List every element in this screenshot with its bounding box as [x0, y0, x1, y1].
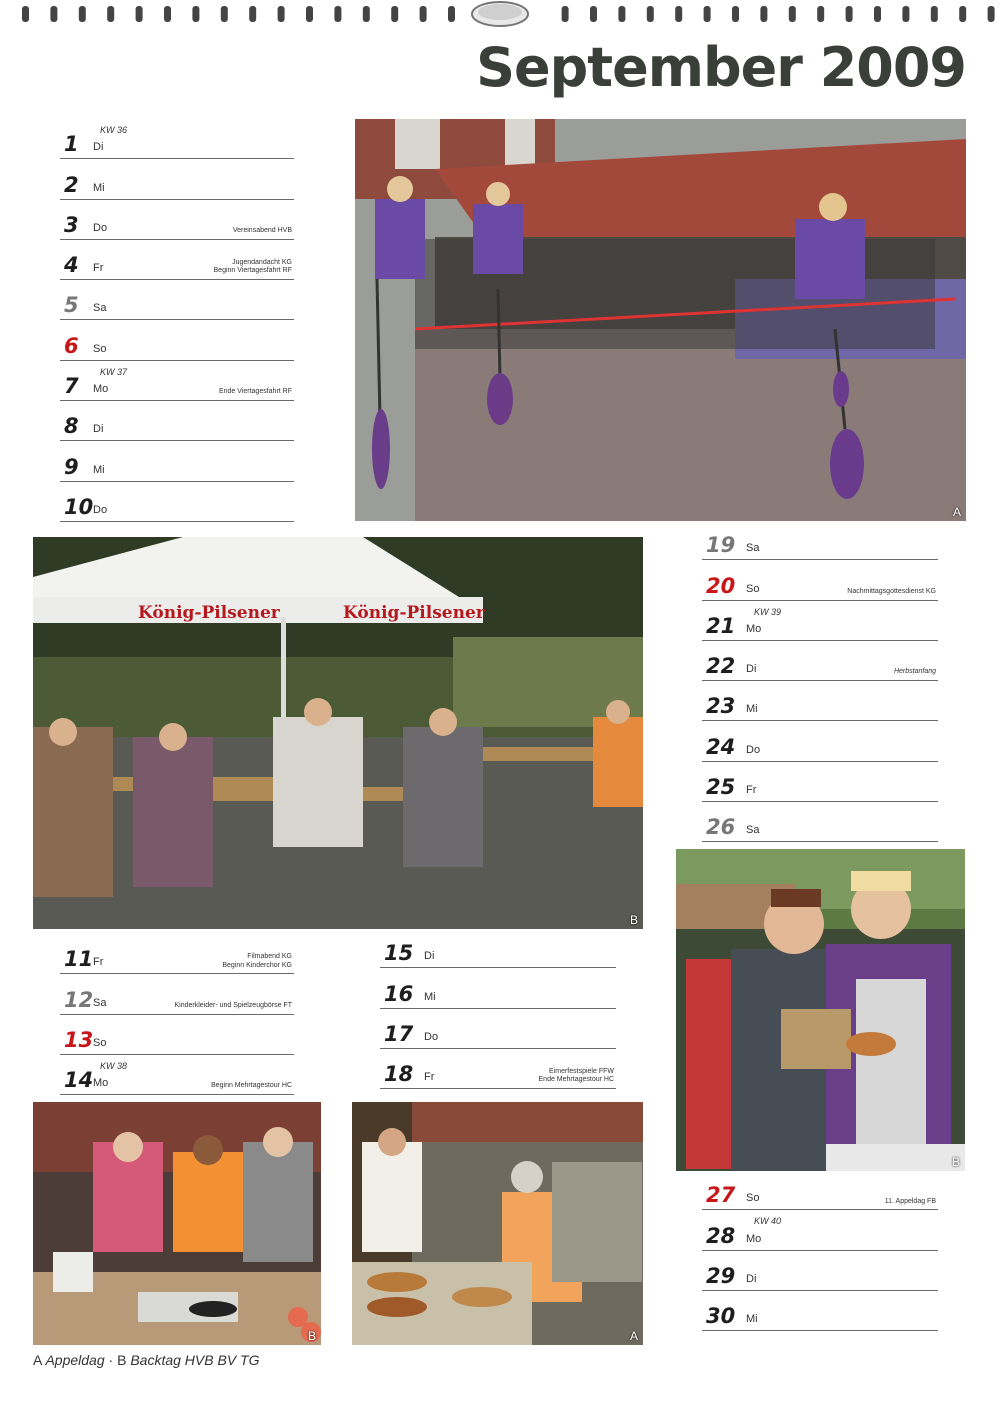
- hanger-hole-inner: [478, 4, 522, 20]
- day-row-14: [60, 1055, 294, 1095]
- day-number: 9: [64, 454, 79, 479]
- photo-unicycle-graphic: [355, 119, 966, 521]
- weekday-abbrev: Sa: [746, 824, 760, 837]
- binding-ring: [817, 6, 824, 22]
- calendar-week-label: KW 38: [100, 1060, 128, 1071]
- day-row-30: [702, 1291, 938, 1331]
- day-number: 12: [64, 987, 94, 1012]
- binding-ring: [107, 6, 114, 22]
- binding-ring: [902, 6, 909, 22]
- weekday-abbrev: So: [93, 1036, 107, 1049]
- day-row-18: [380, 1049, 616, 1089]
- day-row-7: [60, 361, 294, 401]
- caption-separator: ·: [108, 1352, 114, 1368]
- binding-ring: [732, 6, 739, 22]
- binding-ring: [278, 6, 285, 22]
- weekday-abbrev: So: [746, 1192, 760, 1205]
- weekday-abbrev: Do: [424, 1030, 439, 1043]
- day-number: 19: [706, 533, 736, 558]
- photo-caption: [33, 1352, 260, 1368]
- day-number: 6: [64, 333, 79, 358]
- event-text: 11. Appeldag FB: [884, 1197, 936, 1205]
- day-number: 30: [706, 1304, 736, 1329]
- photo-credit-b: B: [629, 913, 638, 927]
- day-row-16: [380, 968, 616, 1008]
- calendar-week-label: KW 39: [754, 606, 782, 617]
- weekday-abbrev: Di: [746, 1272, 757, 1285]
- weekday-abbrev: Mi: [93, 181, 105, 194]
- page-title: September 2009: [476, 36, 966, 99]
- photo-two-women: [676, 849, 965, 1171]
- photo-credit-a-3: B: [951, 1155, 960, 1169]
- day-row-3: [60, 200, 294, 240]
- event-text: Ende Viertagesfahrt RF: [218, 388, 292, 396]
- binding-ring: [789, 6, 796, 22]
- weekday-abbrev: Mo: [746, 622, 762, 635]
- binding-ring: [420, 6, 427, 22]
- day-number: 13: [64, 1027, 94, 1052]
- day-events: [211, 1082, 292, 1091]
- photo-bakery-stand-graphic: [352, 1102, 643, 1345]
- day-number: 29: [706, 1263, 736, 1288]
- binding-ring: [760, 6, 767, 22]
- binding-ring: [618, 6, 625, 22]
- day-events: [885, 1198, 936, 1207]
- day-number: 5: [64, 293, 79, 318]
- weekday-abbrev: Do: [93, 221, 108, 234]
- day-events: [233, 227, 292, 236]
- day-row-20: [702, 560, 938, 600]
- event-text: Kinderkleider- und Spielzeugbörse FT: [174, 1001, 292, 1009]
- day-row-2: [60, 159, 294, 199]
- day-number: 1: [64, 132, 79, 157]
- day-row-23: [702, 681, 938, 721]
- day-number: 20: [706, 573, 736, 598]
- day-number: 10: [64, 494, 94, 519]
- weekday-abbrev: Di: [424, 950, 435, 963]
- binding-ring: [931, 6, 938, 22]
- day-events: [222, 953, 292, 971]
- day-events: [539, 1068, 614, 1086]
- calendar-week-label: KW 37: [100, 366, 128, 377]
- binding-ring: [50, 6, 57, 22]
- weekday-abbrev: Do: [93, 503, 108, 516]
- event-text: Nachmittagsgottesdienst KG: [847, 587, 936, 595]
- day-number: 23: [706, 694, 736, 719]
- day-events: [219, 388, 292, 397]
- weekday-abbrev: Fr: [746, 784, 757, 797]
- binding-ring: [363, 6, 370, 22]
- day-number: 7: [64, 374, 79, 399]
- binding-ring: [334, 6, 341, 22]
- day-number: 26: [706, 815, 736, 840]
- event-text: Beginn Viertagesfahrt RF: [213, 267, 292, 275]
- weekday-abbrev: Sa: [93, 302, 107, 315]
- event-text: Filmabend KG: [247, 952, 292, 960]
- day-row-25: [702, 762, 938, 802]
- event-text: Herbstanfang: [893, 668, 936, 676]
- photo-bakery-stand: [352, 1102, 643, 1345]
- binding-ring: [249, 6, 256, 22]
- weekday-abbrev: Mi: [746, 703, 758, 716]
- photo-credit-a-2: B: [307, 1329, 316, 1343]
- weekday-abbrev: Fr: [424, 1071, 435, 1084]
- day-list-sept-1-10: [60, 119, 294, 522]
- photo-credit-a: A: [952, 505, 961, 519]
- binding-ring: [448, 6, 455, 22]
- day-row-4: [60, 240, 294, 280]
- binding-ring: [192, 6, 199, 22]
- day-number: 25: [706, 775, 736, 800]
- calendar-week-label: KW 40: [754, 1216, 782, 1227]
- day-number: 15: [384, 941, 414, 966]
- event-text: Jugendandacht KG: [232, 258, 292, 266]
- binding-ring: [647, 6, 654, 22]
- binding-ring: [590, 6, 597, 22]
- caption-b-letter: B: [117, 1352, 127, 1368]
- day-row-21: [702, 601, 938, 641]
- umbrella-brand-left: König-Pilsener: [138, 603, 280, 623]
- binding-ring: [562, 6, 569, 22]
- day-number: 21: [706, 613, 736, 638]
- day-number: 17: [384, 1021, 414, 1046]
- weekday-abbrev: Sa: [93, 996, 107, 1009]
- binding-ring: [391, 6, 398, 22]
- day-number: 14: [64, 1068, 94, 1093]
- day-row-26: [702, 802, 938, 842]
- day-number: 4: [64, 253, 79, 278]
- day-row-24: [702, 721, 938, 761]
- day-row-1: [60, 119, 294, 159]
- day-row-5: [60, 280, 294, 320]
- day-list-sept-19-26: [702, 520, 938, 842]
- day-number: 8: [64, 414, 79, 439]
- day-number: 11: [64, 947, 94, 972]
- day-number: 3: [64, 212, 79, 237]
- photo-two-women-graphic: [676, 849, 965, 1171]
- weekday-abbrev: Mo: [93, 1077, 109, 1090]
- binding-ring: [846, 6, 853, 22]
- day-list-sept-27-30: [702, 1170, 938, 1331]
- spiral-binding: [0, 0, 1000, 30]
- day-row-19: [702, 520, 938, 560]
- day-row-10: [60, 482, 294, 522]
- weekday-abbrev: Mo: [93, 383, 109, 396]
- weekday-abbrev: Di: [93, 141, 104, 154]
- binding-ring: [874, 6, 881, 22]
- day-row-28: [702, 1210, 938, 1250]
- photo-children-cooking: [33, 1102, 321, 1345]
- day-events: [847, 588, 936, 597]
- event-text: Beginn Mehrtagestour HC: [211, 1082, 292, 1090]
- day-number: 24: [706, 734, 736, 759]
- binding-ring: [988, 6, 995, 22]
- binding-ring: [704, 6, 711, 22]
- binding-ring: [675, 6, 682, 22]
- day-row-15: [380, 928, 616, 968]
- day-row-29: [702, 1251, 938, 1291]
- day-number: 18: [384, 1062, 414, 1087]
- day-number: 27: [706, 1183, 736, 1208]
- weekday-abbrev: Mi: [93, 463, 105, 476]
- photo-beer-garden: [33, 537, 643, 929]
- weekday-abbrev: Mo: [746, 1232, 762, 1245]
- binding-ring: [959, 6, 966, 22]
- caption-b-text: Backtag HVB BV TG: [130, 1352, 260, 1368]
- calendar-week-label: KW 36: [100, 125, 128, 135]
- binding-ring: [22, 6, 29, 22]
- day-row-6: [60, 320, 294, 360]
- event-text: Ende Mehrtagestour HC: [538, 1076, 614, 1084]
- binding-ring: [79, 6, 86, 22]
- weekday-abbrev: Di: [746, 663, 757, 676]
- weekday-abbrev: Mi: [424, 990, 436, 1003]
- weekday-abbrev: So: [93, 342, 107, 355]
- weekday-abbrev: Di: [93, 423, 104, 436]
- weekday-abbrev: Sa: [746, 542, 760, 555]
- day-number: 22: [706, 654, 736, 679]
- caption-a-text: Appeldag: [45, 1352, 105, 1368]
- day-number: 2: [64, 172, 79, 197]
- day-events: [214, 259, 292, 277]
- event-text: Beginn Kinderchor KG: [222, 961, 292, 969]
- day-row-12: [60, 974, 294, 1014]
- binding-ring: [221, 6, 228, 22]
- binding-ring: [164, 6, 171, 22]
- day-events: [894, 668, 936, 677]
- day-number: 28: [706, 1223, 736, 1248]
- weekday-abbrev: So: [746, 582, 760, 595]
- day-list-sept-15-18: [380, 928, 616, 1089]
- day-row-13: [60, 1015, 294, 1055]
- day-number: 16: [384, 981, 414, 1006]
- photo-credit-b-2: A: [629, 1329, 638, 1343]
- event-text: Vereinsabend HVB: [232, 227, 292, 235]
- day-row-11: [60, 934, 294, 974]
- photo-children-cooking-graphic: [33, 1102, 321, 1345]
- day-row-9: [60, 441, 294, 481]
- day-row-17: [380, 1009, 616, 1049]
- day-events: [174, 1002, 292, 1011]
- photo-unicycle-show: [355, 119, 966, 521]
- umbrella-brand-right: König-Pilsener: [343, 603, 485, 623]
- event-text: Eimerfestspiele FFW: [549, 1067, 614, 1075]
- weekday-abbrev: Fr: [93, 262, 104, 275]
- day-row-22: [702, 641, 938, 681]
- day-list-sept-11-14: [60, 934, 294, 1095]
- caption-a-letter: A: [33, 1352, 42, 1368]
- day-row-8: [60, 401, 294, 441]
- weekday-abbrev: Mi: [746, 1313, 758, 1326]
- binding-ring: [306, 6, 313, 22]
- binding-ring: [136, 6, 143, 22]
- photo-beer-garden-graphic: [33, 537, 643, 929]
- day-row-27: [702, 1170, 938, 1210]
- weekday-abbrev: Fr: [93, 956, 104, 969]
- weekday-abbrev: Do: [746, 743, 761, 756]
